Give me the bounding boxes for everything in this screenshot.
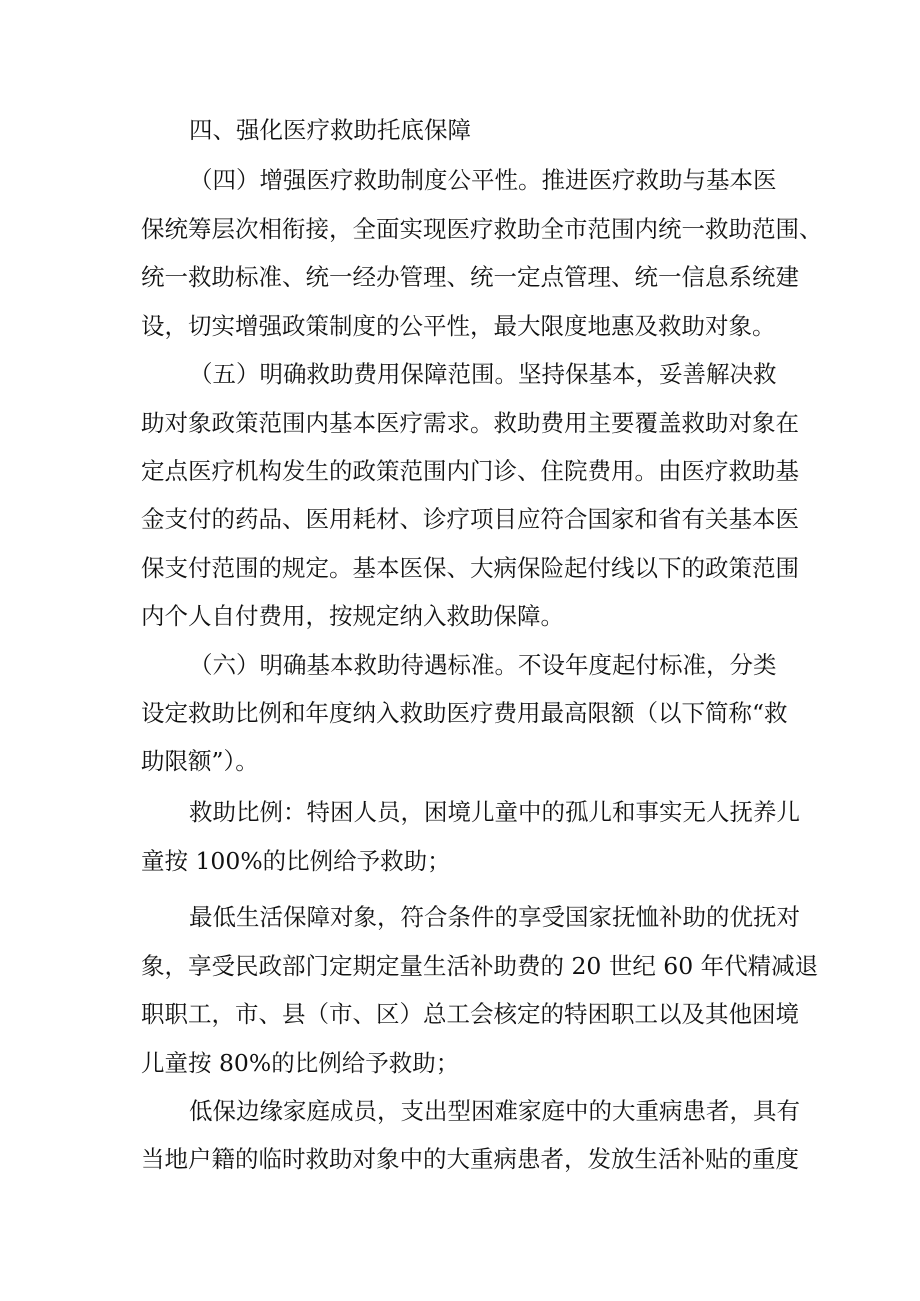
paragraph-line: 金支付的药品、医用耗材、诊疗项目应符合国家和省有关基本医 bbox=[141, 505, 799, 533]
paragraph-line: 保支付范围的规定。基本医保、大病保险起付线以下的政策范围 bbox=[141, 554, 799, 582]
paragraph-line: 设，切实增强政策制度的公平性，最大限度地惠及救助对象。 bbox=[141, 312, 776, 340]
paragraph-line: 象，享受民政部门定期定量生活补助费的 20 世纪 60 年代精减退 bbox=[141, 952, 819, 980]
paragraph-line: 设定救助比例和年度纳入救助医疗费用最高限额（以下简称“救 bbox=[141, 699, 788, 727]
paragraph-line: 助对象政策范围内基本医疗需求。救助费用主要覆盖救助对象在 bbox=[141, 409, 799, 437]
paragraph-line: 童按 100%的比例给予救助； bbox=[141, 847, 451, 875]
paragraph-line: 当地户籍的临时救助对象中的大重病患者，发放生活补贴的重度 bbox=[141, 1145, 799, 1173]
paragraph-line: （六）明确基本救助待遇标准。不设年度起付标准，分类 bbox=[189, 651, 777, 679]
paragraph-line: 统一救助标准、统一经办管理、统一定点管理、统一信息系统建 bbox=[141, 263, 799, 291]
paragraph-line: （四）增强医疗救助制度公平性。推进医疗救助与基本医 bbox=[189, 166, 777, 194]
paragraph-line: 儿童按 80%的比例给予救助； bbox=[141, 1049, 460, 1077]
paragraph-line: 救助比例：特困人员，困境儿童中的孤儿和事实无人抚养儿 bbox=[189, 798, 800, 826]
paragraph-line: 内个人自付费用，按规定纳入救助保障。 bbox=[141, 602, 564, 630]
paragraph-line: 最低生活保障对象，符合条件的享受国家抚恤补助的优抚对 bbox=[189, 903, 800, 931]
paragraph-line: 低保边缘家庭成员，支出型困难家庭中的大重病患者，具有 bbox=[189, 1097, 800, 1125]
paragraph-line: 保统筹层次相衔接，全面实现医疗救助全市范围内统一救助范围、 bbox=[141, 215, 823, 243]
section-heading: 四、强化医疗救助托底保障 bbox=[189, 116, 471, 144]
paragraph-line: 定点医疗机构发生的政策范围内门诊、住院费用。由医疗救助基 bbox=[141, 457, 799, 485]
paragraph-line: （五）明确救助费用保障范围。坚持保基本，妥善解决救 bbox=[189, 360, 777, 388]
paragraph-line: 助限额”）。 bbox=[141, 747, 259, 775]
paragraph-line: 职职工，市、县（市、区）总工会核定的特困职工以及其他困境 bbox=[141, 1000, 799, 1028]
